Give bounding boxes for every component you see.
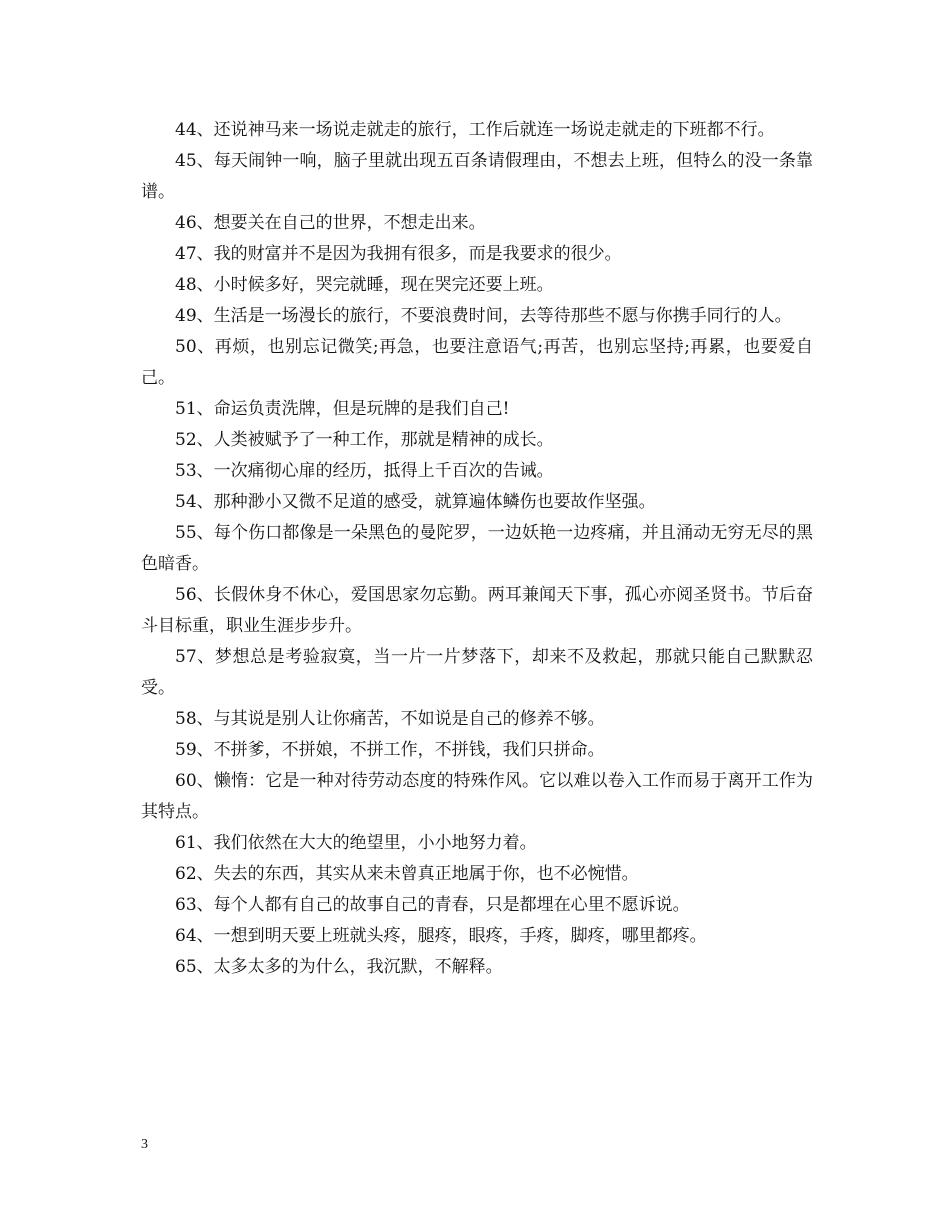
paragraph-61: 61、我们依然在大大的绝望里，小小地努力着。: [175, 833, 537, 853]
page-number: 3: [141, 1137, 148, 1152]
paragraph-46: 46、想要关在自己的世界，不想走出来。: [175, 213, 486, 233]
paragraph-57: 57、梦想总是考验寂寞，当一片一片梦落下，却来不及救起，那就只能自己默默忍受。: [141, 647, 813, 698]
paragraph-51: 51、命运负责洗牌，但是玩牌的是我们自己!: [175, 399, 510, 419]
paragraph-52: 52、人类被赋予了一种工作，那就是精神的成长。: [175, 430, 554, 450]
paragraph-47: 47、我的财富并不是因为我拥有很多，而是我要求的很少。: [175, 244, 622, 264]
paragraph-59: 59、不拼爹，不拼娘，不拼工作，不拼钱，我们只拼命。: [175, 740, 605, 760]
paragraph-49: 49、生活是一场漫长的旅行，不要浪费时间，去等待那些不愿与你携手同行的人。: [175, 306, 792, 326]
paragraph-45: 45、每天闹钟一响，脑子里就出现五百条请假理由，不想去上班，但特么的没一条靠谱。: [141, 151, 813, 202]
paragraph-64: 64、一想到明天要上班就头疼，腿疼，眼疼，手疼，脚疼，哪里都疼。: [175, 926, 707, 946]
paragraph-48: 48、小时候多好，哭完就睡，现在哭完还要上班。: [175, 275, 554, 295]
paragraph-50: 50、再烦，也别忘记微笑;再急，也要注意语气;再苦，也别忘坚持;再累，也要爱自己。: [141, 337, 813, 388]
paragraph-55: 55、每个伤口都像是一朵黑色的曼陀罗，一边妖艳一边疼痛，并且涌动无穷无尽的黑色暗香。: [141, 523, 813, 574]
paragraph-58: 58、与其说是别人让你痛苦，不如说是自己的修养不够。: [175, 709, 605, 729]
paragraph-56: 56、长假休身不休心，爱国思家勿忘勤。两耳兼闻天下事，孤心亦阅圣贤书。节后奋斗目标重，职业生涯步步升。: [141, 585, 813, 636]
paragraph-65: 65、太多太多的为什么，我沉默，不解释。: [175, 957, 503, 977]
document-body: [141, 115, 813, 983]
paragraph-60: 60、懒惰：它是一种对待劳动态度的特殊作风。它以难以卷入工作而易于离开工作为其特点。: [141, 771, 813, 822]
paragraph-54: 54、那种渺小又微不足道的感受，就算遍体鳞伤也要故作坚强。: [175, 492, 656, 512]
paragraph-63: 63、每个人都有自己的故事自己的青春，只是都埋在心里不愿诉说。: [175, 895, 690, 915]
paragraph-53: 53、一次痛彻心扉的经历，抵得上千百次的告诫。: [175, 461, 554, 481]
paragraph-44: 44、还说神马来一场说走就走的旅行，工作后就连一场说走就走的下班都不行。: [175, 120, 775, 140]
paragraph-62: 62、失去的东西，其实从来未曾真正地属于你，也不必惋惜。: [175, 864, 639, 884]
